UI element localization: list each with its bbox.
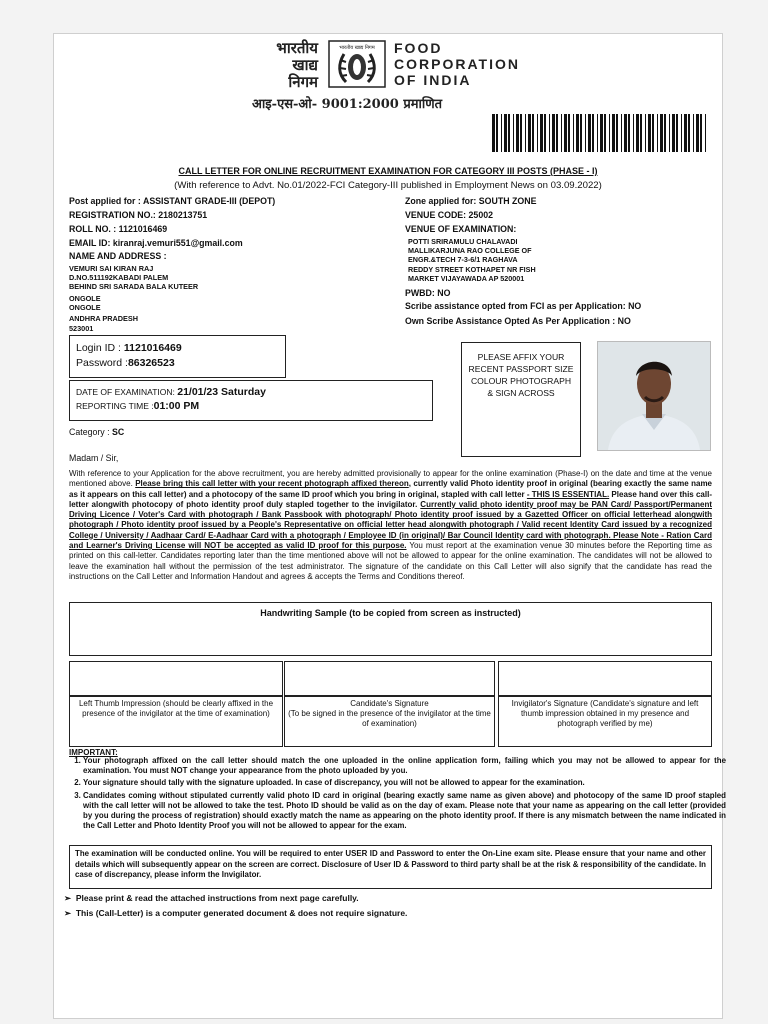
address-line: ANDHRA PRADESH: [69, 314, 139, 324]
candidate-sign-caption-text: Candidate's Signature (To be signed in the presence of the invigilator at the time of examination): [288, 699, 491, 728]
reporting-time: [76, 399, 426, 414]
barcode-bar: [496, 114, 498, 152]
barcode-bar: [504, 114, 507, 152]
handwriting-sample-box: [69, 602, 712, 656]
venue-label: VENUE OF EXAMINATION:: [405, 224, 517, 234]
candidate-signature-caption: [284, 696, 495, 747]
barcode-bar: [676, 114, 678, 152]
barcode-bar: [508, 114, 510, 152]
venue-line: MALLIKARJUNA RAO COLLEGE OF: [408, 246, 532, 256]
thumb-impression-caption: [69, 696, 283, 747]
barcode-bar: [588, 114, 591, 152]
iso-certification: आइ-एस-ओ- 9001:2000 प्रमाणित: [252, 97, 443, 112]
page-title: CALL LETTER FOR ONLINE RECRUITMENT EXAMINATION FOR CATEGORY III POSTS (PHASE - I): [178, 166, 598, 176]
important-list: [69, 756, 726, 833]
barcode-bar: [681, 114, 682, 152]
reporting-time-label: REPORTING TIME :: [76, 401, 154, 411]
barcode-bar: [573, 114, 574, 152]
barcode-bar: [657, 114, 658, 152]
invigilator-signature-box: [498, 661, 712, 696]
category-value: SC: [112, 427, 125, 437]
photo-affix-box: [461, 342, 581, 457]
pwbd: PWBD: NO: [405, 288, 451, 299]
barcode-bar: [648, 114, 651, 152]
barcode-bar: [693, 114, 694, 152]
body-text: You must report at the examination venue 30 minutes before the Reporting time as printed on this call-letter. Candidates reporting later than the time mentioned above will not be allowed to appear for the online examination. The candidates will not be allowed to leave the examination hall without the permission of the test administrator. The signature of the candidate on this Call Letter will also signify that the candidate has read the instructions on the Call Letter and Information Handout and agrees & accepts the Terms and Conditions thereof.: [69, 541, 713, 581]
arrow-icon: ➢: [64, 908, 72, 918]
barcode-bar: [652, 114, 654, 152]
important-item: 1. Your photograph affixed on the call letter should match the one uploaded in the online application form, failing which you may not be allowed to appear for the examination. You must NOT change your appearance from the photo uploaded by you.: [83, 756, 726, 776]
barcode-bar: [621, 114, 622, 152]
body-text-emphasis: Please bring this call letter with your recent photograph affixed thereon: [135, 479, 409, 489]
login-credentials-box: [69, 335, 286, 378]
barcode-bar: [640, 114, 642, 152]
address-line: ONGOLE: [69, 302, 101, 312]
footer-note: [64, 906, 407, 921]
barcode-bar: [684, 114, 687, 152]
venue-line: REDDY STREET KOTHAPET NR FISH: [408, 264, 536, 274]
scribe-assistance: Scribe assistance opted from FCI as per Application: NO: [405, 301, 642, 312]
barcode-bar: [580, 114, 582, 152]
barcode-bar: [645, 114, 646, 152]
body-paragraph: [69, 469, 712, 582]
registration-no: REGISTRATION NO.: 2180213751: [69, 210, 208, 220]
barcode-bar: [537, 114, 538, 152]
barcode-bar: [564, 114, 567, 152]
venue-line: POTTI SRIRAMULU CHALAVADI: [408, 237, 518, 246]
barcode-bar: [669, 114, 670, 152]
english-line: CORPORATION: [394, 56, 520, 72]
footer-notes: [64, 891, 407, 921]
hindi-line: खाद्य: [292, 56, 318, 74]
barcode-bar: [636, 114, 639, 152]
address-line: D.NO.511192KABADI PALEM: [69, 273, 169, 283]
fci-seal-icon: [328, 40, 386, 88]
venue-line: MARKET VIJAYAWADA AP 520001: [408, 273, 525, 283]
exam-date-value: 21/01/23 Saturday: [177, 386, 266, 398]
barcode-bar: [532, 114, 534, 152]
barcode-bar: [616, 114, 618, 152]
body-text-emphasis: Currently valid photo identity proof may be PAN Card/ Passport/Permanent Driving Licence / Voter's Card with photograph / Bank Passbook with photograph/ Photo identity proof issued by a Gazetted Officer on official letterhead alongwith photograph / Photo identity proof issued by a People's Representative on official letter head alongwith photograph / Valid recent Identity Card issued by a recognized College / University / Aadhaar Card/ E-Aadhaar Card with a photograph / Employee ID (in original)/ Bar Council Identity card with photograph. Please Note - Ration Card and Learner's Driving License will NOT be accepted as valid ID proof for this purpose.: [69, 499, 712, 551]
barcode-bar: [528, 114, 531, 152]
barcode-bar: [628, 114, 630, 152]
venue-info: [405, 196, 715, 327]
handwriting-title: Handwriting Sample (to be copied from screen as instructed): [260, 608, 521, 618]
barcode-bar: [585, 114, 586, 152]
barcode-bar: [624, 114, 627, 152]
barcode-bar: [540, 114, 543, 152]
address-line: BEHIND SRI SARADA BALA KUTEER: [69, 282, 199, 292]
barcode-bar: [612, 114, 615, 152]
body-text-emphasis: - THIS IS ESSENTIAL.: [526, 489, 610, 499]
english-title: [394, 40, 520, 88]
email-id: EMAIL ID: kiranraj.vemuri551@gmail.com: [69, 238, 243, 248]
hindi-title: [238, 40, 318, 91]
notice-text: The examination will be conducted online. You will be required to enter USER ID and Password to enter the On-Line exam site. Please ensure that your name and other details which will subsequently appear on the screen are correct. Disclosure of User ID & Password to third party shall be at the risk & responsibility of the candidate. In case of discrepancy, please inform the Invigilator.: [75, 849, 706, 879]
category: [69, 427, 124, 438]
barcode-bar: [592, 114, 594, 152]
call-letter-page: [53, 33, 726, 1019]
login-id-value: 1121016469: [123, 342, 182, 354]
online-exam-notice: [69, 845, 712, 889]
reporting-time-value: 01:00 PM: [153, 400, 200, 412]
body-text: Please hand over this call-letter alongwith photocopy of photo identity proof duly stapled together to the invigilator.: [69, 489, 712, 509]
important-item: 2. Your signature should tally with the signature uploaded. In case of discrepancy, you will not be allowed to appear for the examination.: [83, 778, 726, 788]
address-line: VEMURI SAI KIRAN RAJ: [69, 264, 154, 273]
barcode-bar: [561, 114, 562, 152]
candidate-info: [69, 196, 389, 333]
barcode-bar: [576, 114, 579, 152]
barcode-bar: [672, 114, 675, 152]
footer-note-text: Please print & read the attached instructions from next page carefully.: [75, 893, 359, 903]
login-id-label: Login ID :: [76, 342, 124, 354]
barcode-bar: [516, 114, 519, 152]
barcode-bar: [696, 114, 699, 152]
thumb-impression-box: [69, 661, 283, 696]
body-text: , currently valid Photo identity proof in original (bearing exactly the same name as it appears on this call letter) and a photocopy of the same ID proof which you bring in original, stapled with call letter: [69, 479, 713, 499]
barcode-bar: [664, 114, 666, 152]
exam-date: [76, 386, 426, 399]
barcode-bar: [609, 114, 610, 152]
barcode-bar: [513, 114, 514, 152]
venue-code: VENUE CODE: 25002: [405, 210, 494, 220]
barcode-bar: [552, 114, 555, 152]
important-heading: IMPORTANT:: [69, 748, 118, 757]
candidate-signature-box: [284, 661, 495, 696]
venue-line: ENGR.&TECH 7-3-6/1 RAGHAVA: [408, 255, 518, 265]
invigilator-signature-caption: [498, 696, 712, 747]
hindi-line: निगम: [288, 73, 318, 91]
address-line: 523001: [69, 324, 94, 334]
roll-no: ROLL NO. : 1121016469: [69, 224, 168, 234]
footer-note: [64, 891, 407, 906]
barcode-bar: [600, 114, 603, 152]
invigilator-caption-text: Invigilator's Signature (Candidate's signature and left thumb impression obtained in my presence and photograph verified by me): [511, 699, 699, 728]
english-line: OF INDIA: [394, 72, 472, 88]
arrow-icon: ➢: [64, 893, 72, 903]
exam-date-label: DATE OF EXAMINATION:: [76, 387, 175, 397]
barcode-bar: [520, 114, 522, 152]
barcode-bar: [700, 114, 702, 152]
footer-note-text: This (Call-Letter) is a computer generated document & does not require signature.: [75, 908, 408, 918]
barcode-bar: [604, 114, 606, 152]
salutation: Madam / Sir,: [69, 453, 119, 463]
barcode-bar: [633, 114, 634, 152]
password-label: Password :: [76, 357, 128, 369]
name-address-label: NAME AND ADDRESS :: [69, 251, 167, 261]
password: [76, 356, 279, 371]
barcode-icon: [492, 114, 710, 157]
login-id: [76, 341, 279, 356]
photo-affix-text: PLEASE AFFIX YOUR RECENT PASSPORT SIZE COLOUR PHOTOGRAPH & SIGN ACROSS: [468, 352, 574, 398]
barcode-bar: [501, 114, 502, 152]
page-subtitle: (With reference to Advt. No.01/2022-FCI Category-III published in Employment News on 03.09.2022): [174, 180, 602, 191]
barcode-bar: [688, 114, 690, 152]
own-scribe: Own Scribe Assistance Opted As Per Application : NO: [405, 316, 631, 327]
exam-schedule-box: [69, 380, 433, 421]
barcode-bar: [705, 114, 706, 152]
hindi-line: भारतीय: [276, 39, 318, 57]
barcode-bar: [568, 114, 570, 152]
venue-address: [405, 237, 715, 283]
address-line: ONGOLE: [69, 293, 101, 303]
zone-applied: Zone applied for: SOUTH ZONE: [405, 196, 537, 206]
body-text: With reference to your Application for the above recruitment, you are hereby admitted provisionally to appear for the online examination (Phase-I) on the date and time at the venue mentioned above.: [69, 469, 712, 489]
post-applied: Post applied for : ASSISTANT GRADE-III (DEPOT): [69, 196, 276, 206]
barcode-bar: [492, 114, 495, 152]
candidate-photo: [597, 341, 711, 451]
barcode-bar: [549, 114, 550, 152]
important-item: 3. Candidates coming without stipulated currently valid photo ID card in original (bearing exactly same name as given above) and photocopy of the same ID proof stapled with the call letter will not be allowed to take the test. Photo ID should be valid as on the day of exam. Please note that your name as appearing on the call letter (provided by you during the process of registration) should exactly match the name as appearing on the photo identity proof. If there is any mismatch between the name indicated in the Call Letter and Photo Identity Proof you will not be allowed to appear for the exam.: [83, 791, 726, 832]
barcode-bar: [544, 114, 546, 152]
password-value: 86326523: [127, 357, 175, 369]
thumb-caption-text: Left Thumb Impression (should be clearly affixed in the presence of the invigilator at the time of examination): [78, 699, 274, 718]
category-label: Category :: [69, 427, 113, 437]
english-line: FOOD: [394, 40, 443, 56]
address-block: [69, 264, 389, 333]
barcode-bar: [525, 114, 526, 152]
barcode-bar: [556, 114, 558, 152]
svg-text:भारतीय खाद्य निगम: भारतीय खाद्य निगम: [339, 45, 375, 51]
barcode-bar: [660, 114, 663, 152]
barcode-bar: [597, 114, 598, 152]
